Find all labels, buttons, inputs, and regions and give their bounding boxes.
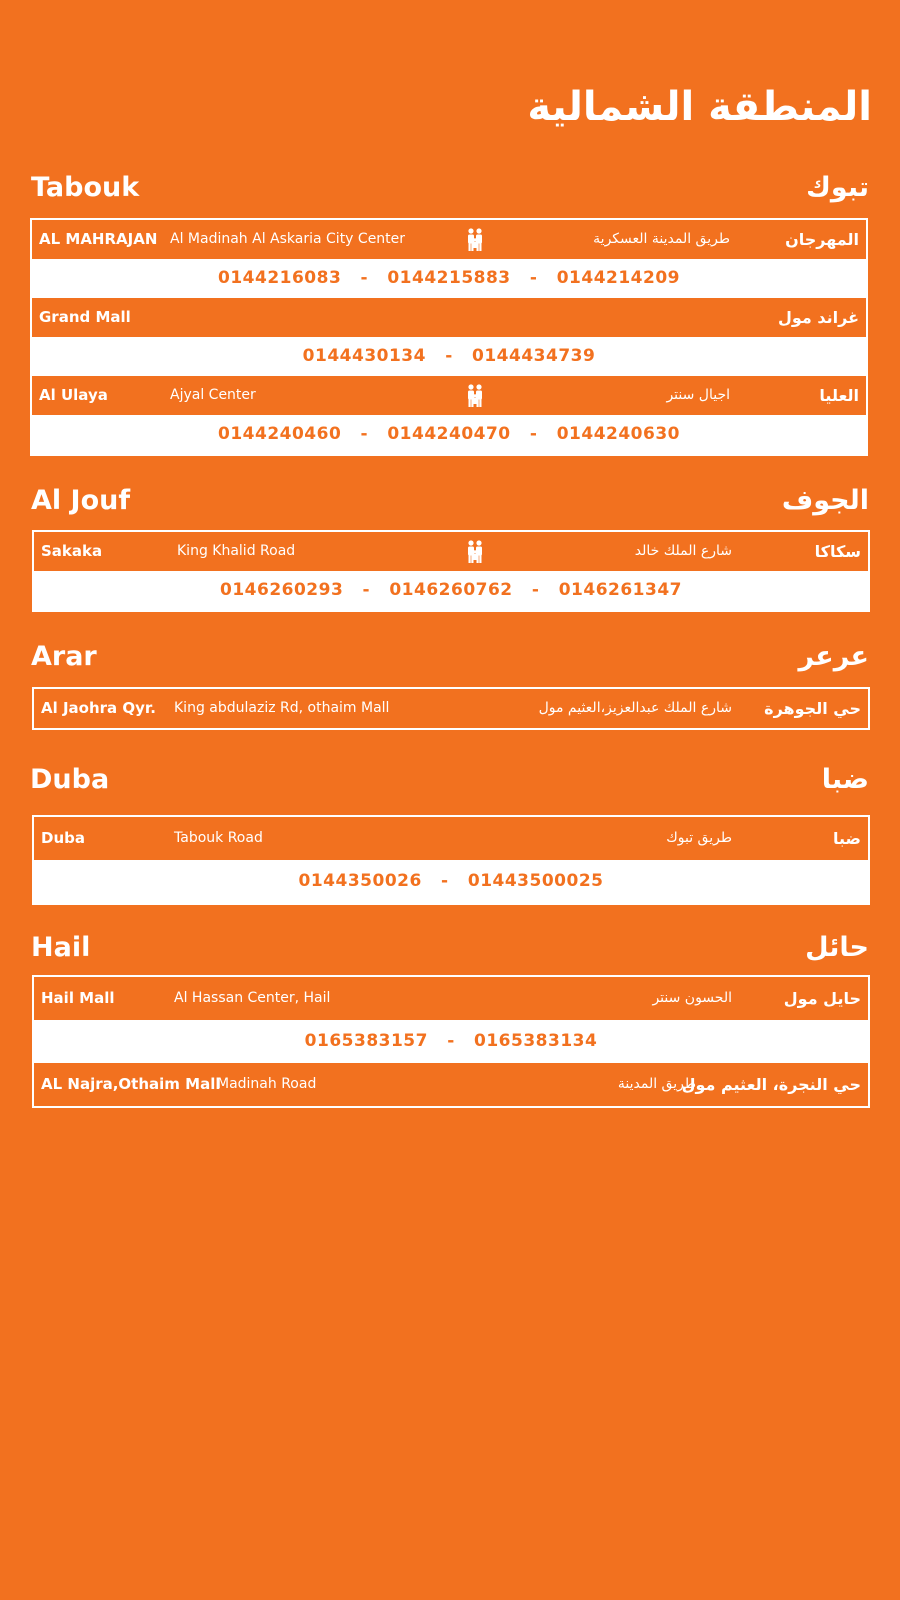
store-name-ar: المهرجان [785, 230, 859, 249]
store-address-en: Tabouk Road [174, 830, 263, 846]
city-name-ar: تبوك [806, 172, 869, 203]
city-header-arar [31, 641, 869, 677]
city-name-ar: عرعر [798, 641, 869, 672]
phone-numbers: 0144430134 - 0144434739 [32, 337, 866, 376]
store-address-en: Al Madinah Al Askaria City Center [170, 231, 406, 247]
store-address-ar: طريق تبوك [666, 830, 732, 846]
family-icon [464, 384, 486, 408]
store-row [32, 298, 866, 337]
family-icon [464, 228, 486, 252]
phone-numbers: 0144216083 - 0144215883 - 0144214209 [32, 259, 866, 298]
store-name-en: AL Najra,Othaim Mall [41, 1075, 221, 1093]
store-name-en: Al Jaohra Qyr. [41, 699, 156, 717]
store-name-en: Duba [41, 829, 85, 847]
phone-numbers: 0165383157 - 0165383134 [34, 1020, 868, 1063]
store-name-en: Grand Mall [39, 308, 131, 326]
city-header-hail [31, 932, 869, 968]
store-row [34, 817, 868, 860]
city-name-en: Tabouk [31, 172, 140, 203]
store-name-en: Al Ulaya [39, 386, 108, 404]
store-panel-duba [32, 815, 870, 905]
city-name-en: Hail [31, 932, 91, 963]
store-name-ar: العليا [819, 386, 859, 405]
store-address-ar: طريق المدينة [617, 1076, 696, 1092]
city-name-en: Arar [31, 641, 97, 672]
page-title: المنطقة الشمالية [527, 84, 872, 130]
city-name-ar: ضبا [821, 764, 869, 795]
store-name-ar: غراند مول [777, 308, 859, 327]
city-name-en: Duba [30, 764, 110, 795]
store-panel-arar [32, 687, 870, 730]
store-address-ar: شارع الملك خالد [634, 543, 732, 559]
city-name-en: Al Jouf [31, 485, 131, 516]
store-address-en: King abdulaziz Rd, othaim Mall [174, 700, 390, 716]
store-name-en: AL MAHRAJAN [39, 230, 158, 248]
city-name-ar: الجوف [781, 485, 869, 516]
family-icon [464, 540, 486, 564]
store-address-ar: طريق المدينة العسكرية [593, 231, 730, 247]
store-name-ar: ضبا [833, 829, 861, 848]
store-panel-tabouk [30, 218, 868, 456]
store-address-en: King Khalid Road [177, 543, 296, 559]
city-header-tabouk [31, 172, 869, 208]
store-address-ar: الحسون سنتر [652, 990, 732, 1006]
store-name-ar: حي الجوهرة [764, 699, 861, 718]
store-address-ar: شارع الملك عبدالعزيز،العثيم مول [538, 700, 732, 716]
store-name-ar: حي النجرة، العثيم مول [681, 1075, 861, 1094]
phone-numbers: 0144240460 - 0144240470 - 0144240630 [32, 415, 866, 454]
store-row [34, 689, 868, 728]
store-row [34, 977, 868, 1020]
city-header-duba [31, 764, 869, 800]
city-name-ar: حائل [805, 932, 869, 963]
store-name-ar: سكاكا [814, 542, 861, 561]
store-address-en: Al Hassan Center, Hail [174, 990, 331, 1006]
store-name-ar: حايل مول [783, 989, 861, 1008]
store-panel-al-jouf [32, 530, 870, 612]
city-header-al-jouf [31, 485, 869, 521]
store-name-en: Sakaka [41, 542, 103, 560]
store-row [32, 376, 866, 415]
store-name-en: Hail Mall [41, 989, 115, 1007]
phone-numbers: 0144350026 - 01443500025 [34, 860, 868, 903]
store-panel-hail [32, 975, 870, 1108]
store-address-en: Madinah Road [217, 1076, 317, 1092]
store-address-ar: اجيال سنتر [666, 387, 730, 403]
store-row [34, 1063, 868, 1106]
store-row [32, 220, 866, 259]
store-address-en: Ajyal Center [170, 387, 256, 403]
phone-numbers: 0146260293 - 0146260762 - 0146261347 [34, 571, 868, 610]
store-row [34, 532, 868, 571]
